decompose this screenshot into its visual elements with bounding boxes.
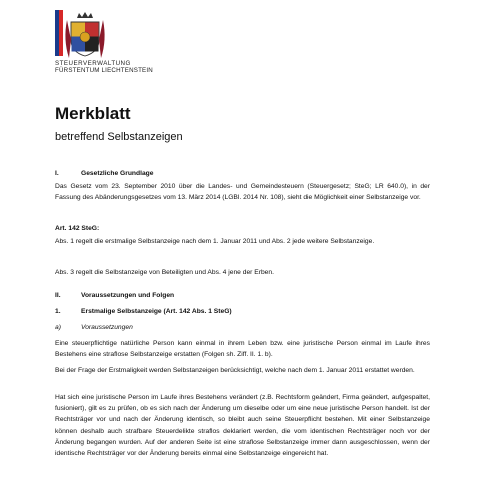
document-title: Merkblatt <box>55 104 131 123</box>
article-paragraph-1: Abs. 1 regelt die erstmalige Selbstanzeige nach dem 1. Januar 2011 und Abs. 2 jede weitere Selbstanzeige. <box>55 238 375 245</box>
section-1-number: I. <box>55 170 59 177</box>
subsection-a-heading <box>55 324 133 331</box>
subsection-a-title: Voraussetzungen <box>81 324 133 331</box>
subsection-1-title: Erstmalige Selbstanzeige (Art. 142 Abs. 1 SteG) <box>81 308 232 315</box>
paragraph-legal-entity: Hat sich eine juristische Person im Laufe ihres Bestehens verändert (z.B. Rechtsform geändert, Firma geändert, aufgespaltet, fusioniert), gilt es zu prüfen, ob es sich nach der Änderung um dieselbe oder um eine neue juristische Person handelt. Ist der Rechtsträger vor und nach der Änderung identisch, so bleibt auch seine Steuerpflicht bestehen. Mit einer Selbstanzeige können deshalb auch strafbare Steuerdelikte straflos deklariert werden, die vom identischen Rechtsträger noch vor der Änderung begangen wurden. Auf der anderen Seite ist eine straflose Selbstanzeige immer dann ausgeschlossen, wenn der identische Rechtsträger vor der Änderung bereits einmal eine Selbstanzeige eingereicht hat. <box>55 394 430 458</box>
paragraph-legal-basis: Das Gesetz vom 23. September 2010 über die Landes- und Gemeindesteuern (Steuergesetz; SteG; LR 640.0), in der Fassung des Abänderungsgesetzes vom 13. März 2014 (LGBl. 2014 Nr. 108), sieht die Möglichkeit einer Selbstanzeige vor. <box>55 183 430 202</box>
org-name-line1: STEUERVERWALTUNG <box>55 60 131 67</box>
subsection-a-number: a) <box>55 324 61 331</box>
section-2-number: II. <box>55 292 61 299</box>
subsection-1-heading <box>55 308 232 315</box>
section-2-title: Voraussetzungen und Folgen <box>81 292 175 299</box>
article-heading: Art. 142 SteG: <box>55 225 100 232</box>
document-subtitle: betreffend Selbstanzeigen <box>55 131 183 143</box>
paragraph-requirements: Eine steuerpflichtige natürliche Person kann einmal in ihrem Leben bzw. eine juristische Person einmal im Laufe ihres Bestehens eine straflose Selbstanzeige erstatten (Folgen sh. Ziff. II. 1. b). <box>55 340 430 359</box>
section-1-title: Gesetzliche Grundlage <box>81 170 154 177</box>
paragraph-first-time: Bei der Frage der Erstmaligkeit werden Selbstanzeigen berücksichtigt, welche nach dem 1. Januar 2011 erstattet werden. <box>55 367 415 374</box>
article-paragraph-2: Abs. 3 regelt die Selbstanzeige von Beteiligten und Abs. 4 jene der Erben. <box>55 269 274 276</box>
org-name-line2: FÜRSTENTUM LIECHTENSTEIN <box>55 67 153 74</box>
subsection-1-number: 1. <box>55 308 61 315</box>
section-2-heading <box>55 290 174 301</box>
section-1-heading <box>55 168 153 179</box>
